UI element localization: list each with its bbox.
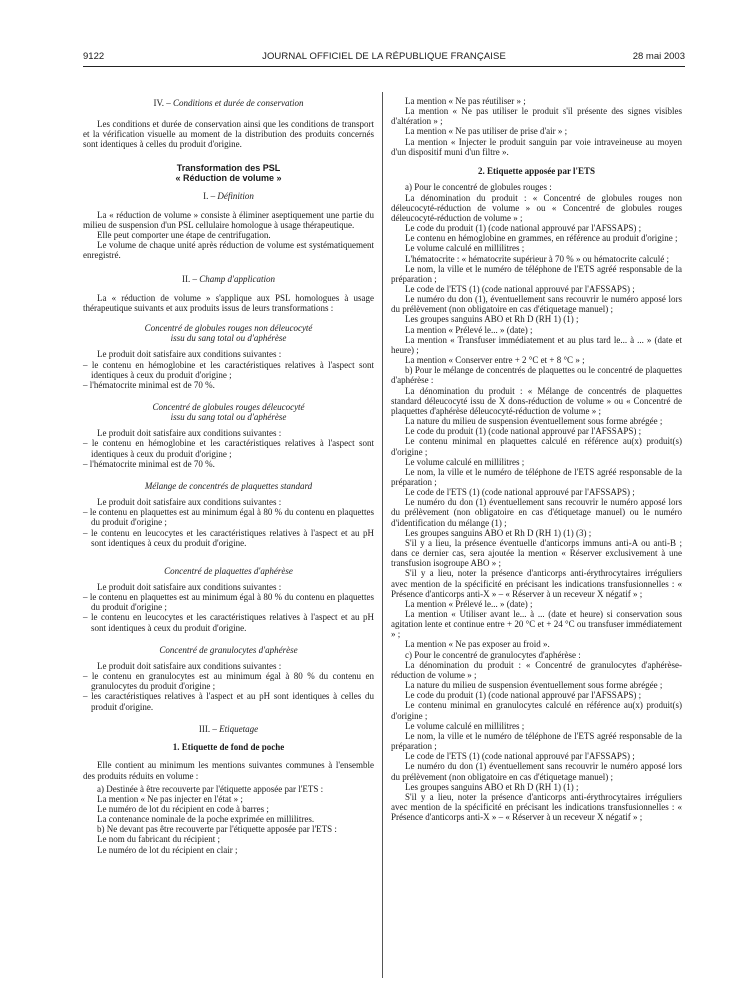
list-item: – le contenu en plaquettes est au minimum égal à 80 % du contenu en plaquettes du produit d'origine ;	[83, 592, 374, 613]
paragraph: La mention « Ne pas utiliser de prise d'air » ;	[405, 126, 568, 137]
list-item: – le contenu en leucocytes et les caractéristiques relatives à l'aspect et au pH sont identiques à ceux du produit d'origine.	[83, 612, 374, 633]
column-divider	[382, 92, 383, 978]
journal-title: JOURNAL OFFICIEL DE LA RÉPUBLIQUE FRANÇAISE	[262, 51, 506, 62]
paragraph: La contenance nominale de la poche exprimée en millilitres.	[97, 814, 315, 825]
paragraph: Le numéro de lot du récipient en code à barres ;	[97, 804, 269, 814]
paragraph: Le code du produit (1) (code national approuvé par l'AFSSAPS) ;	[405, 690, 642, 701]
paragraph: La « réduction de volume » s'applique aux PSL homologues à usage thérapeutique suivants et aux produits issus de leurs transformations :	[83, 292, 374, 313]
paragraph: Le produit doit satisfaire aux conditions suivantes :	[97, 660, 282, 671]
paragraph: Le code de l'ETS (1) (code national approuvé par l'AFSSAPS) ;	[405, 751, 635, 762]
paragraph: Le numéro du don (1), éventuellement sans recouvrir le numéro apposé lors du prélèvement (non obligatoire en cas d'étiquetage manuel) ;	[391, 294, 682, 315]
list-item: – le contenu en hémoglobine et les caractéristiques relatives à l'aspect sont identiques à ceux du produit d'origine ;	[83, 438, 374, 459]
paragraph: La mention « Conserver entre + 2 °C et + 8 °C » ;	[405, 355, 585, 366]
subheading: issu du sang total ou d'aphérèse	[170, 333, 287, 344]
paragraph: Le contenu minimal en plaquettes calculé en référence au(x) produit(s) d'origine ;	[391, 436, 682, 457]
paragraph: Les groupes sanguins ABO et Rh D (RH 1) (1) (3) ;	[405, 527, 592, 538]
subheading: Concentré de globules rouges non déleucocyté	[144, 323, 313, 334]
paragraph: S'il y a lieu, noter la présence d'anticorps anti-érythrocytaires irréguliers avec mention de la spécificité en précisant les indications transfusionnelles : « Présence d'anticorps anti-X » – « Réserver à un receveur X négatif » ;	[391, 568, 682, 599]
paragraph: La mention « Injecter le produit sanguin par voie intraveineuse au moyen d'un dispositif muni d'un filtre ».	[391, 136, 682, 157]
paragraph: Le produit doit satisfaire aux conditions suivantes :	[97, 497, 282, 508]
paragraph: La nature du milieu de suspension éventuellement sous forme abrégée ;	[405, 416, 663, 427]
paragraph: Elle contient au minimum les mentions suivantes communes à l'ensemble des produits réduits en volume :	[83, 760, 374, 781]
list-item: – le contenu en granulocytes est au minimum égal à 80 % du contenu en granulocytes du produit d'origine ;	[83, 671, 374, 692]
paragraph: Le nom, la ville et le numéro de téléphone de l'ETS agréé responsable de la préparation ;	[391, 466, 682, 487]
paragraph: La mention « Prélevé le... » (date) ;	[405, 598, 533, 609]
list-item: – le contenu en plaquettes est au minimum égal à 80 % du contenu en plaquettes du produit d'origine ;	[83, 507, 374, 528]
list-item: – l'hématocrite minimal est de 70 %.	[83, 379, 215, 390]
paragraph: b) Pour le mélange de concentrés de plaquettes ou le concentré de plaquettes d'aphérèse :	[391, 365, 682, 386]
paragraph: Le contenu minimal en granulocytes calculé en référence au(x) produit(s) d'origine ;	[391, 700, 682, 721]
paragraph: Le nom du fabricant du récipient ;	[97, 834, 220, 845]
subheading: Concentré de plaquettes d'aphérèse	[164, 565, 293, 576]
right-column	[391, 96, 682, 822]
paragraph: Le code du produit (1) (code national approuvé par l'AFSSAPS) ;	[405, 426, 642, 437]
publication-date: 28 mai 2003	[632, 51, 685, 62]
page-header	[83, 51, 685, 65]
list-item: – le contenu en leucocytes et les caractéristiques relatives à l'aspect et au pH sont identiques à ceux du produit d'origine.	[83, 527, 374, 548]
paragraph: a) Pour le concentré de globules rouges :	[405, 182, 552, 193]
paragraph: Le produit doit satisfaire aux conditions suivantes :	[97, 582, 282, 592]
paragraph: Le code de l'ETS (1) (code national approuvé par l'AFSSAPS) ;	[405, 487, 635, 498]
paragraph: La mention « Ne pas injecter en l'état » ;	[97, 793, 243, 804]
paragraph: Le contenu en hémoglobine en grammes, en référence au produit d'origine ;	[405, 233, 678, 244]
paragraph: Le volume calculé en millilitres ;	[405, 243, 525, 254]
paragraph: La mention « Prélevé le... » (date) ;	[405, 324, 533, 335]
paragraph: c) Pour le concentré de granulocytes d'aphérèse :	[405, 649, 581, 660]
paragraph: La dénomination du produit : « Concentré de globules rouges non déleucocyté-réduction de volume » ou « Concentré de globules rouges déleucocyté-réduction de volume » ;	[391, 192, 682, 223]
paragraph: Le volume de chaque unité après réduction de volume est systématiquement enregistré.	[83, 240, 374, 261]
paragraph: Les groupes sanguins ABO et Rh D (RH 1) (1) ;	[405, 314, 579, 325]
subheading: Concentré de globules rouges déleucocyté	[152, 401, 305, 412]
paragraph: La dénomination du produit : « Concentré de granulocytes d'aphérèse-réduction de volume » ;	[391, 659, 682, 680]
paragraph: Les groupes sanguins ABO et Rh D (RH 1) (1) ;	[405, 781, 579, 792]
list-item: – le contenu en hémoglobine et les caractéristiques relatives à l'aspect sont identiques à ceux du produit d'origine ;	[83, 359, 374, 380]
paragraph: La mention « Ne pas exposer au froid ».	[405, 639, 550, 650]
paragraph: La dénomination du produit : « Mélange de concentrés de plaquettes standard déleucocyté issu de X dons-réduction de volume » ou « Concentré de plaquettes d'aphérèse déleucocyté-réduction de volume » ;	[391, 385, 682, 416]
left-column	[83, 98, 374, 855]
heading: « Réduction de volume »	[175, 173, 282, 184]
subsection-title: 1. Etiquette de fond de poche	[172, 741, 285, 752]
paragraph: Le volume calculé en millilitres ;	[405, 720, 525, 731]
subheading: issu du sang total ou d'aphérèse	[170, 412, 287, 423]
subsection-title: 2. Etiquette apposée par l'ETS	[477, 165, 596, 176]
list-item: – l'hématocrite minimal est de 70 %.	[83, 458, 215, 469]
section-title: IV. – Conditions et durée de conservation	[153, 98, 304, 108]
paragraph: Le nom, la ville et le numéro de téléphone de l'ETS agréé responsable de la préparation ;	[391, 730, 682, 752]
section-title: II. – Champ d'application	[182, 273, 275, 284]
paragraph: Le code de l'ETS (1) (code national approuvé par l'AFSSAPS) ;	[405, 284, 635, 294]
paragraph: La mention « Utiliser avant le... à ... (date et heure) si conservation sous agitation lente et continue entre + 20 °C et + 24 °C ou transfuser immédiatement » ;	[391, 609, 682, 640]
paragraph: a) Destinée à être recouverte par l'étiquette apposée par l'ETS :	[97, 783, 324, 794]
paragraph: Le code du produit (1) (code national approuvé par l'AFSSAPS) ;	[405, 223, 642, 234]
list-item: – les caractéristiques relatives à l'aspect et au pH sont identiques à celles du produit d'origine.	[83, 691, 374, 712]
paragraph: La mention « Ne pas réutiliser » ;	[405, 96, 526, 106]
paragraph: Le numéro du don (1) éventuellement sans recouvrir le numéro apposé lors du prélèvement (non obligatoire en cas d'étiquetage manuel) ou le numéro d'identification du mélange (1) ;	[391, 497, 682, 528]
paragraph: S'il y a lieu, noter la présence d'anticorps anti-érythrocytaires irréguliers avec mention de la spécificité en précisant les indications transfusionnelles : « Présence d'anticorps anti-X » – « Réserver à un receveur X négatif » ;	[391, 791, 682, 823]
paragraph: Le produit doit satisfaire aux conditions suivantes :	[97, 428, 282, 439]
paragraph: Le nom, la ville et le numéro de téléphone de l'ETS agréé responsable de la préparation ;	[391, 263, 682, 284]
section-title: III. – Etiquetage	[198, 723, 259, 734]
paragraph: Elle peut comporter une étape de centrifugation.	[97, 230, 271, 241]
subheading: Mélange de concentrés de plaquettes standard	[144, 480, 313, 491]
heading: Transformation des PSL	[176, 162, 281, 173]
paragraph: L'hématocrite : « hématocrite supérieur à 70 % » ou hématocrite calculé ;	[405, 253, 670, 264]
paragraph: b) Ne devant pas être recouverte par l'étiquette apposée par l'ETS :	[97, 824, 337, 835]
paragraph: Le numéro de lot du récipient en clair ;	[97, 844, 238, 855]
paragraph: Le produit doit satisfaire aux conditions suivantes :	[97, 349, 282, 360]
paragraph: Le numéro du don (1) éventuellement sans recouvrir le numéro apposé lors du prélèvement (non obligatoire en cas d'étiquetage manuel) ;	[391, 761, 682, 782]
paragraph: Les conditions et durée de conservation ainsi que les conditions de transport et la vérification visuelle au moment de la distribution des produits concernés sont identiques à celles du produit d'origine.	[83, 119, 374, 150]
paragraph: S'il y a lieu, la présence éventuelle d'anticorps immuns anti-A ou anti-B ; dans ce dernier cas, sera ajoutée la mention « Réserver exclusivement à une transfusion isogroupe ABO » ;	[391, 537, 682, 569]
header-rule	[83, 66, 685, 67]
section-title: I. – Définition	[203, 190, 254, 201]
paragraph: La mention « Ne pas utiliser le produit s'il présente des signes visibles d'altération » ;	[391, 106, 682, 127]
paragraph: La nature du milieu de suspension éventuellement sous forme abrégée ;	[405, 680, 663, 691]
paragraph: Le volume calculé en millilitres ;	[405, 456, 525, 467]
paragraph: La « réduction de volume » consiste à éliminer aseptiquement une partie du milieu de suspension d'un PSL cellulaire homologue à usage thérapeutique.	[83, 209, 374, 230]
paragraph: La mention « Transfuser immédiatement et au plus tard le... à ... » (date et heure) ;	[391, 334, 682, 355]
page-number: 9122	[83, 51, 105, 62]
subheading: Concentré de granulocytes d'aphérèse	[159, 644, 298, 655]
